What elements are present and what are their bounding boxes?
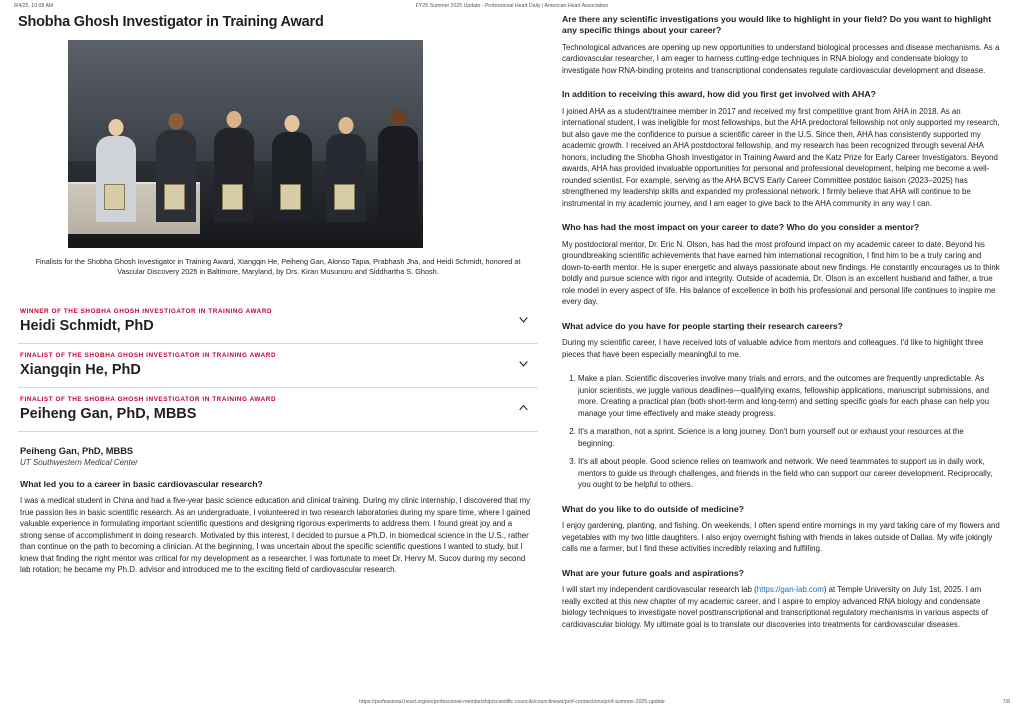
print-footer-url: https://professional.heart.org/en/professional-membership/scientific-councils/councilnews/prof-connections/prof-summer-2025-update [359,699,665,705]
qa-block-aha-involvement [562,89,1002,209]
accordion-eyebrow: FINALIST OF THE SHOBHA GHOSH INVESTIGATOR IN TRAINING AWARD [20,395,277,403]
photo-caption: Finalists for the Shobha Ghosh Investigator in Training Award, Xiangqin He, Peiheng Gan, Alonso Tapia, Prabhash Jha, and Heidi Schmidt, honored at Vascular Discovery 2025 in Baltimore, Maryland, by Drs. Kiran Musunuru and Siddhartha S. Ghosh. [35,257,521,277]
question-heading: Are there any scientific investigations you would like to highlight in your field? Do you want to highlight any specific things about your career? [562,14,992,36]
answer-text-part1: I will start my independent cardiovascular research lab ( [562,585,757,595]
question-heading: What are your future goals and aspirations? [562,567,744,578]
question-heading: Who has had the most impact on your career to date? Who do you consider a mentor? [562,222,920,233]
page-content [0,14,1024,699]
panel-person-name: Peiheng Gan, PhD, MBBS [20,445,134,456]
qa-block-investigations [562,14,1002,76]
answer-text-part2: ) at Temple University on July 1st, 2025. I am really excited at this new chapter of my academic career, and I aspire to employ advanced RNA biology and condensate biology techniques to investigate novel posttranscriptional and transcriptional regulatory mechanisms in various aspects of cardiovascular biology. My ultimate goal is to translate our discoveries into treatments for cardiovascular diseases. [562,585,988,629]
page-title: Shobha Ghosh Investigator in Training Award [18,14,324,30]
accordion-title: Peiheng Gan, PhD, MBBS [20,405,197,422]
accordion-peiheng-gan[interactable] [18,388,538,432]
chevron-up-icon[interactable] [517,401,530,414]
answer-text: I joined AHA as a student/trainee member in 2017 and received my first competitive grant from AHA in 2018. As an international student, I was ineligible for most fellowships, but the AHA predoctoral fellowship not only supported my research, but also gave me the confidence to pursue a scientific career in the U.S. Since then, AHA has consistently supported my academic growth. I received an AHA postdoctoral fellowship, and my research has been recognized through several AHA honors, including the Shobha Ghosh Investigator in Training Award and the Katz Prize for Early Career Investigators. Beyond awards, AHA has provided invaluable opportunities for personal and professional development, helping me become a well-rounded scientist. For example, serving as the AHA BCVS Early Career Committee postdoc liaison (2023–2025) has strengthened my leadership skills and expanded my professional network. I firmly believe that AHA will continue to be instrumental in my academic journey, and I am eager to give back to the AHA community in any way I can. [562,106,1000,208]
advice-list [562,373,1002,491]
award-photo-wrap [18,40,538,248]
accordion-panel-peiheng-gan [18,432,538,576]
answer-text: I enjoy gardening, planting, and fishing. On weekends, I often spend entire mornings in my yard taking care of my flowers and vegetables with my two little daughters. I also enjoy overnight fishing with friends in lakes outside of Dallas. My wife jokingly calls me a farmer, but I find these activities incredibly relaxing and fulfilling. [562,521,1000,554]
question-heading: What do you like to do outside of medicine? [562,503,744,514]
qa-block-future-goals [562,568,1002,630]
accordion-heidi-schmidt[interactable] [18,300,538,344]
question-heading: What led you to a career in basic cardiovascular research? [20,478,263,489]
print-footer [0,699,1024,711]
award-photo [68,40,423,248]
chevron-down-icon[interactable] [517,357,530,370]
right-column [562,14,1002,699]
print-header-title: FY25 Summer 2025 Update - Professional Heart Daily | American Heart Association [415,3,609,9]
list-item: 1. Make a plan. Scientific discoveries involve many trials and errors, and the outcomes are frequently unpredictable. As junior scientists, we juggle various deadlines—qualifying exams, fellowship applications, manuscript submissions, and more. Creating a practical plan (both short-term and long-term) and setting specific goals for each phase can help you manage your time effectively and make steady progress. [578,373,1002,419]
print-header-date: 8/4/25, 10:08 AM [14,3,54,9]
qa-block-advice [562,321,1002,491]
answer-text: During my scientific career, I have received lots of valuable advice from mentors and colleagues. I'd like to highlight three pieces that have been especially meaningful to me. [562,338,984,359]
left-column [18,14,538,699]
question-heading: What advice do you have for people starting their research careers? [562,320,843,331]
panel-person-affiliation: UT Southwestern Medical Center [20,457,138,467]
list-item: 3. It's all about people. Good science relies on teamwork and network. We need teammates to support us in daily work, mentors to guide us through challenges, and friends in the field who can support our career development. Reciprocally, you ought to be helpful to others. [578,456,1002,491]
question-heading: In addition to receiving this award, how did you first get involved with AHA? [562,89,876,100]
gan-lab-link[interactable]: https://gan-lab.com [756,585,824,595]
list-item: 2. It's a marathon, not a sprint. Science is a long journey. Don't burn yourself out or exhaust your resources at the beginning. [578,426,1002,449]
print-footer-page: 7/8 [1002,699,1010,705]
answer-text: I was a medical student in China and had a five-year basic science education and clinical training. During my clinic internship, I discovered that my true passion lies in basic scientific research. As an undergraduate, I volunteered in two research laboratories during my spare time, where I gained valuable experience in formulating important scientific questions and designing rigorous experiments to address them. I found great joy and a strong sense of accomplishment in doing research. Motivated by this interest, I decided to pursue a Ph.D. in biomedical science in the U.S., rather than continue on the path to becoming a clinician. At the beginning, I was uncertain about the specific scientific questions I wanted to study, but I knew that finding the right mentor was critical for my development as a researcher. I was fortunate to meet Dr. Henry M. Sucov during my second lab rotation; he became my Ph.D. advisor and introduced me to the exciting field of cardiovascular research. [20,496,531,575]
qa-block-mentor [562,222,1002,308]
accordion-title: Xiangqin He, PhD [20,361,141,378]
accordion-eyebrow: FINALIST OF THE SHOBHA GHOSH INVESTIGATOR IN TRAINING AWARD [20,351,277,359]
accordion-eyebrow: WINNER OF THE SHOBHA GHOSH INVESTIGATOR IN TRAINING AWARD [20,307,273,315]
answer-text: My postdoctoral mentor, Dr. Eric N. Olson, has had the most profound impact on my academic career to date. Beyond his groundbreaking scientific achievements that have earned him international recognition, I find him to be a truly caring and down-to-earth mentor. He is super energetic and always passionate about new findings. He constantly encourages us to think boldly and pursue science with rigor and integrity. Outside of academia, Dr. Olson is an excellent husband and father, a true role model in every aspect of life. His balance of excellence in both his professional and personal life continues to inspire me every day. [562,239,1000,307]
accordion-xiangqin-he[interactable] [18,344,538,388]
answer-text: Technological advances are opening up new opportunities to understand biological processes and disease mechanisms. As a cardiovascular researcher, I am eager to harness cutting-edge techniques in RNA biology and condensate biology to investigate how RNA-binding proteins and transcriptional condensates regulate cardiovascular development and disease. [562,42,1000,75]
answer-text [562,584,1002,630]
accordion-title: Heidi Schmidt, PhD [20,317,154,334]
qa-block-outside-medicine [562,504,1002,555]
chevron-down-icon[interactable] [517,313,530,326]
